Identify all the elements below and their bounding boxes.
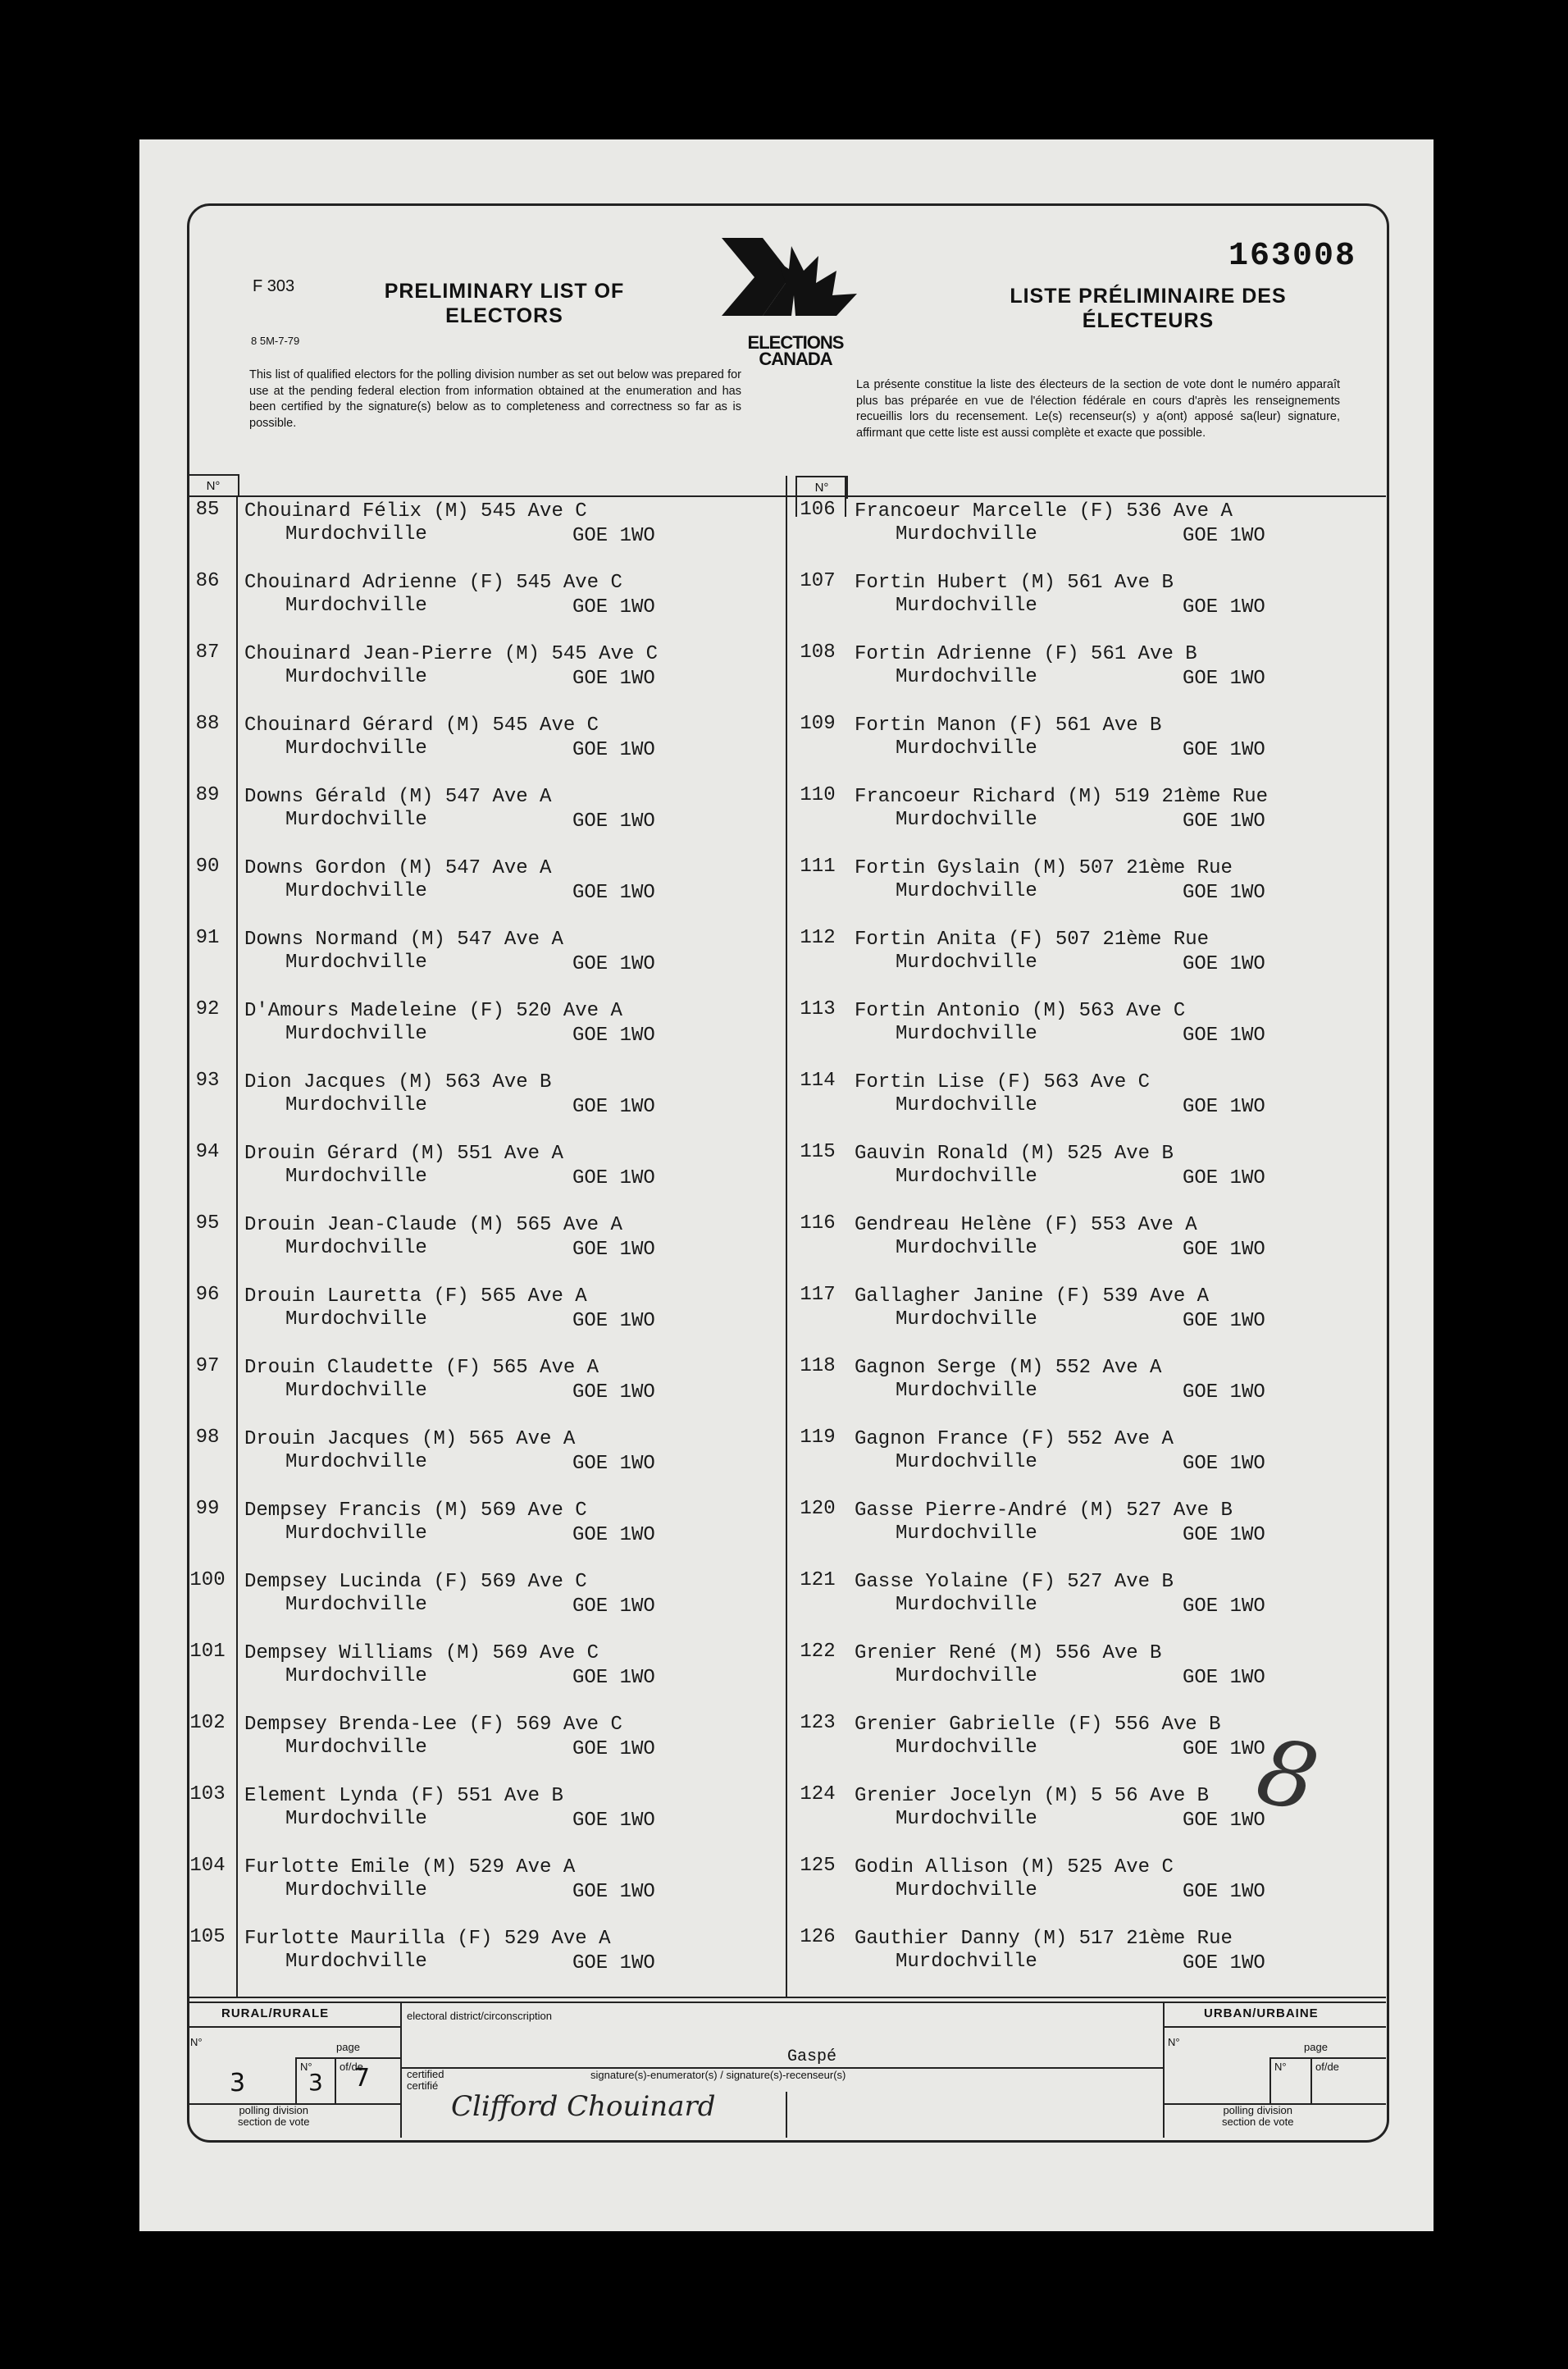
entry-name: Chouinard Gérard (M) 545 Ave C [244,714,599,737]
logo-line-2: CANADA [759,349,832,369]
entry-postal: GOE 1WO [572,525,655,547]
list-item [179,713,786,778]
entry-town: Murdochville [896,1879,1037,1901]
center-rule [786,476,787,1997]
list-item [179,1783,786,1849]
entry-postal: GOE 1WO [1183,1096,1265,1118]
entry-town: Murdochville [896,952,1037,974]
entry-postal: GOE 1WO [1183,668,1265,690]
entry-name: Dempsey Francis (M) 569 Ave C [244,1499,587,1522]
entry-number: 119 [800,1426,836,1449]
footer-top-rule [187,2002,1386,2003]
entry-number: 94 [195,1141,220,1163]
urban-row-rule [1163,2026,1386,2028]
entry-name: Francoeur Richard (M) 519 21ème Rue [855,786,1269,808]
entry-town: Murdochville [896,1166,1037,1188]
entry-number: 118 [800,1355,836,1377]
entry-number: 110 [800,784,836,806]
entry-town: Murdochville [285,737,427,760]
entry-postal: GOE 1WO [572,1667,655,1689]
entry-number: 120 [800,1498,836,1520]
entry-postal: GOE 1WO [1183,1310,1265,1332]
table-bottom-rule [187,1997,1386,1998]
entry-number: 108 [800,641,836,664]
entry-postal: GOE 1WO [1183,953,1265,975]
entry-name: Dempsey Lucinda (F) 569 Ave C [244,1571,587,1593]
entry-town: Murdochville [896,1308,1037,1331]
entry-name: Fortin Adrienne (F) 561 Ave B [855,643,1197,665]
rural-no-label: N° [190,2036,203,2048]
entry-number: 117 [800,1284,836,1306]
entry-number: 115 [800,1141,836,1163]
entry-number: 89 [195,784,220,806]
rural-polling-division [238,2105,309,2128]
entry-town: Murdochville [896,1808,1037,1830]
entry-postal: GOE 1WO [572,1239,655,1261]
entry-postal: GOE 1WO [1183,1810,1265,1832]
entry-name: Fortin Gyslain (M) 507 21ème Rue [855,857,1233,879]
entry-number: 98 [195,1426,220,1449]
urban-page-box-l [1269,2057,1271,2103]
entry-number: 86 [195,570,220,592]
entry-postal: GOE 1WO [1183,1881,1265,1903]
certified-label [407,2069,444,2092]
entry-postal: GOE 1WO [572,596,655,618]
entry-number: 87 [195,641,220,664]
entry-number: 85 [195,499,220,521]
entry-town: Murdochville [285,1166,427,1188]
entry-postal: GOE 1WO [572,1096,655,1118]
entry-town: Murdochville [285,1879,427,1901]
elections-canada-logo [713,238,869,386]
list-item [179,1855,786,1920]
title-en [353,279,656,328]
entry-postal: GOE 1WO [1183,1453,1265,1475]
list-item [179,1712,786,1778]
entry-town: Murdochville [285,1522,427,1545]
entry-name: Dempsey Brenda-Lee (F) 569 Ave C [244,1714,622,1736]
list-item [179,570,786,636]
list-item [789,927,1388,993]
maple-x-icon [713,238,869,336]
entry-postal: GOE 1WO [1183,1667,1265,1689]
entry-postal: GOE 1WO [1183,1167,1265,1189]
entry-town: Murdochville [285,809,427,831]
entry-town: Murdochville [896,809,1037,831]
entry-town: Murdochville [896,737,1037,760]
entry-number: 88 [195,713,220,735]
entry-name: Gendreau Helène (F) 553 Ave A [855,1214,1197,1236]
entry-number: 121 [800,1569,836,1591]
entry-town: Murdochville [285,1094,427,1116]
urban-page-rule [1269,2057,1386,2059]
urban-polling-division [1222,2105,1293,2128]
list-item [789,1855,1388,1920]
rural-no-value: 3 [230,2069,246,2097]
entry-number: 124 [800,1783,836,1805]
entry-town: Murdochville [285,1737,427,1759]
urban-page-label: page [1304,2041,1328,2053]
signature-label: signature(s)-enumerator(s) / signature(s)-recenseur(s) [590,2069,846,2081]
entry-number: 97 [195,1355,220,1377]
entry-postal: GOE 1WO [572,953,655,975]
entry-name: Grenier René (M) 556 Ave B [855,1642,1162,1664]
entry-name: Furlotte Emile (M) 529 Ave A [244,1856,576,1878]
entry-town: Murdochville [896,1023,1037,1045]
section-de-vote-label: section de vote [238,2116,310,2128]
entry-postal: GOE 1WO [1183,810,1265,833]
entry-name: Gallagher Janine (F) 539 Ave A [855,1285,1210,1308]
rural-page-label: page [336,2041,360,2053]
entry-postal: GOE 1WO [1183,525,1265,547]
entry-name: Drouin Claudette (F) 565 Ave A [244,1357,599,1379]
entry-town: Murdochville [896,1451,1037,1473]
entry-postal: GOE 1WO [1183,1381,1265,1404]
entry-town: Murdochville [285,1380,427,1402]
title-fr-line-1: LISTE PRÉLIMINAIRE DES [1010,285,1287,308]
entry-town: Murdochville [896,1951,1037,1973]
entry-name: Gagnon Serge (M) 552 Ave A [855,1357,1162,1379]
title-en-line-2: ELECTORS [445,304,563,327]
entry-postal: GOE 1WO [572,810,655,833]
district-label: electoral district/circonscription [407,2010,553,2022]
entry-town: Murdochville [285,880,427,902]
entry-postal: GOE 1WO [1183,596,1265,618]
entry-town: Murdochville [285,952,427,974]
entry-postal: GOE 1WO [572,1881,655,1903]
rural-page-box-m [335,2057,336,2103]
entry-name: Fortin Hubert (M) 561 Ave B [855,572,1174,594]
entry-name: Fortin Manon (F) 561 Ave B [855,714,1162,737]
entry-town: Murdochville [896,1665,1037,1687]
entry-name: Fortin Antonio (M) 563 Ave C [855,1000,1186,1022]
entry-postal: GOE 1WO [572,1952,655,1974]
entry-name: Gauvin Ronald (M) 525 Ave B [855,1143,1174,1165]
entry-number: 105 [189,1926,226,1948]
list-item [179,1426,786,1492]
entry-name: Chouinard Adrienne (F) 545 Ave C [244,572,622,594]
entry-number: 93 [195,1070,220,1092]
entry-number: 95 [195,1212,220,1235]
entry-town: Murdochville [896,1094,1037,1116]
margin-mark: 8 [1248,1718,1327,1833]
urban-page-box-m [1310,2057,1312,2103]
list-item [789,1212,1388,1278]
entry-name: Drouin Gérard (M) 551 Ave A [244,1143,563,1165]
entry-town: Murdochville [896,1522,1037,1545]
entry-name: Francoeur Marcelle (F) 536 Ave A [855,500,1233,523]
entry-name: Chouinard Jean-Pierre (M) 545 Ave C [244,643,659,665]
entry-name: Fortin Lise (F) 563 Ave C [855,1071,1151,1093]
list-item [789,1498,1388,1563]
list-item [179,1070,786,1135]
intro-fr: La présente constitue la liste des électeurs de la section de vote dont le numéro apparaît plus bas préparée en vue de l'élection fédérale en cours d'après les renseignements recueillis lors du recensement. Le(s) recenseur(s) y a(ont) apposé sa(leur) signature, affirmant que cette liste est aussi complète et exacte que possible. [856,378,1340,440]
list-item [789,1355,1388,1421]
rural-page-rule [295,2057,400,2059]
list-item [789,499,1388,564]
entry-postal: GOE 1WO [572,1738,655,1760]
entry-postal: GOE 1WO [572,1167,655,1189]
entry-town: Murdochville [896,523,1037,545]
logo-text [722,332,869,369]
rural-label: RURAL/RURALE [221,2006,330,2020]
entry-number: 107 [800,570,836,592]
print-code: 8 5M-7-79 [251,335,300,347]
intro-en: This list of qualified electors for the polling division number as set out below was prepared for use at the pending federal election from information obtained at the enumeration and has been certified by the signature(s) below as to completeness and correctness so far as is possible. [249,368,741,430]
entry-name: Dion Jacques (M) 563 Ave B [244,1071,552,1093]
entry-name: Element Lynda (F) 551 Ave B [244,1785,563,1807]
list-item [179,1284,786,1349]
logo-line-1: ELECTIONS [747,332,844,353]
entry-postal: GOE 1WO [572,1381,655,1404]
entry-town: Murdochville [896,1594,1037,1616]
entry-name: Gauthier Danny (M) 517 21ème Rue [855,1928,1233,1950]
col-no-header-right: N° [795,476,848,499]
list-item [179,998,786,1064]
entry-name: Godin Allison (M) 525 Ave C [855,1856,1174,1878]
signature-divider [786,2092,787,2138]
entry-postal: GOE 1WO [572,1595,655,1618]
list-item [179,1641,786,1706]
entry-name: Gagnon France (F) 552 Ave A [855,1428,1174,1450]
entry-name: Grenier Gabrielle (F) 556 Ave B [855,1714,1221,1736]
entry-postal: GOE 1WO [572,1310,655,1332]
list-item [789,1569,1388,1635]
entry-postal: GOE 1WO [572,882,655,904]
footer-urban-divider [1163,2002,1165,2138]
entry-postal: GOE 1WO [572,668,655,690]
entry-name: Furlotte Maurilla (F) 529 Ave A [244,1928,611,1950]
urban-page-of-label: of/de [1315,2061,1339,2073]
entry-town: Murdochville [896,1380,1037,1402]
entry-town: Murdochville [285,1594,427,1616]
entry-name: Dempsey Williams (M) 569 Ave C [244,1642,599,1664]
polling-division-label: polling division [1223,2104,1292,2116]
entry-name: Drouin Lauretta (F) 565 Ave A [244,1285,587,1308]
urban-page-no-label: N° [1274,2061,1287,2073]
certified-en: certified [407,2068,444,2080]
serial-number: 163008 [1228,238,1357,275]
list-item [179,1212,786,1278]
urban-no-label: N° [1168,2036,1180,2048]
entry-name: Downs Gérald (M) 547 Ave A [244,786,552,808]
entry-number: 100 [189,1569,226,1591]
entry-postal: GOE 1WO [572,1025,655,1047]
entry-number: 92 [195,998,220,1020]
entry-number: 114 [800,1070,836,1092]
entry-town: Murdochville [896,1737,1037,1759]
entry-number: 90 [195,856,220,878]
entry-town: Murdochville [285,1808,427,1830]
footer-rural-divider [400,2002,402,2138]
entry-name: Drouin Jean-Claude (M) 565 Ave A [244,1214,622,1236]
entry-town: Murdochville [896,880,1037,902]
entry-name: Drouin Jacques (M) 565 Ave A [244,1428,576,1450]
entry-number: 113 [800,998,836,1020]
entry-postal: GOE 1WO [572,1810,655,1832]
rural-page-box-l [295,2057,297,2103]
list-item [179,927,786,993]
list-item [789,1070,1388,1135]
entry-postal: GOE 1WO [1183,1952,1265,1974]
list-item [789,856,1388,921]
entry-town: Murdochville [285,1665,427,1687]
entry-number: 126 [800,1926,836,1948]
entry-number: 103 [189,1783,226,1805]
entry-name: Downs Normand (M) 547 Ave A [244,929,563,951]
entry-postal: GOE 1WO [1183,1025,1265,1047]
entry-town: Murdochville [285,523,427,545]
entry-name: D'Amours Madeleine (F) 520 Ave A [244,1000,622,1022]
entry-number: 96 [195,1284,220,1306]
list-item [789,570,1388,636]
list-item [789,713,1388,778]
district-value: Gaspé [787,2047,837,2066]
entry-town: Murdochville [896,1237,1037,1259]
entry-town: Murdochville [285,1951,427,1973]
entry-number: 104 [189,1855,226,1877]
list-item [179,1141,786,1207]
entry-name: Chouinard Félix (M) 545 Ave C [244,500,587,523]
entry-postal: GOE 1WO [572,1453,655,1475]
entry-number: 91 [195,927,220,949]
entry-number: 106 [800,499,836,521]
entry-town: Murdochville [285,1308,427,1331]
rural-page-no-label: N° [300,2061,312,2073]
rural-page-value: 3 [308,2069,323,2096]
rural-of-value: 7 [354,2064,371,2093]
polling-division-label: polling division [239,2104,308,2116]
list-item [789,1141,1388,1207]
title-fr-line-2: ÉLECTEURS [1082,309,1215,332]
list-item [179,1569,786,1635]
entry-number: 116 [800,1212,836,1235]
entry-postal: GOE 1WO [572,1524,655,1546]
entry-postal: GOE 1WO [1183,1524,1265,1546]
entry-postal: GOE 1WO [1183,1738,1265,1760]
rural-row-rule [187,2026,400,2028]
entry-name: Gasse Yolaine (F) 527 Ave B [855,1571,1174,1593]
entry-postal: GOE 1WO [572,739,655,761]
entry-postal: GOE 1WO [1183,882,1265,904]
list-item [789,784,1388,850]
entry-name: Fortin Anita (F) 507 21ème Rue [855,929,1210,951]
list-item [789,1284,1388,1349]
title-fr [959,284,1337,333]
entry-number: 123 [800,1712,836,1734]
entry-town: Murdochville [285,1023,427,1045]
certified-fr: certifié [407,2079,439,2092]
list-item [789,998,1388,1064]
section-de-vote-label: section de vote [1222,2116,1294,2128]
enumerator-signature: Clifford Chouinard [451,2090,716,2123]
title-en-line-1: PRELIMINARY LIST OF [384,280,625,303]
entry-number: 112 [800,927,836,949]
list-item [179,1355,786,1421]
list-item [789,1426,1388,1492]
entry-number: 109 [800,713,836,735]
entry-postal: GOE 1WO [1183,1239,1265,1261]
form-sheet [139,139,1434,2231]
entry-town: Murdochville [896,595,1037,617]
entry-postal: GOE 1WO [1183,1595,1265,1618]
entry-postal: GOE 1WO [1183,739,1265,761]
entry-number: 122 [800,1641,836,1663]
rural-page-of-label: of/de [340,2061,363,2073]
entry-town: Murdochville [285,595,427,617]
list-item [179,784,786,850]
entry-number: 125 [800,1855,836,1877]
entry-number: 102 [189,1712,226,1734]
entry-name: Downs Gordon (M) 547 Ave A [244,857,552,879]
list-item [179,641,786,707]
entry-number: 111 [800,856,836,878]
list-item [789,1641,1388,1706]
entry-town: Murdochville [896,666,1037,688]
list-item [789,1926,1388,1992]
form-code: F 303 [253,277,295,295]
col-no-header-left: N° [187,474,239,497]
list-item [179,856,786,921]
list-item [179,499,786,564]
entry-name: Grenier Jocelyn (M) 5 56 Ave B [855,1785,1210,1807]
entry-number: 99 [195,1498,220,1520]
entry-number: 101 [189,1641,226,1663]
entry-town: Murdochville [285,1237,427,1259]
list-item [179,1926,786,1992]
entry-town: Murdochville [285,1451,427,1473]
entry-town: Murdochville [285,666,427,688]
urban-label: URBAN/URBAINE [1204,2006,1319,2020]
list-item [179,1498,786,1563]
list-item [789,641,1388,707]
entry-name: Gasse Pierre-André (M) 527 Ave B [855,1499,1233,1522]
